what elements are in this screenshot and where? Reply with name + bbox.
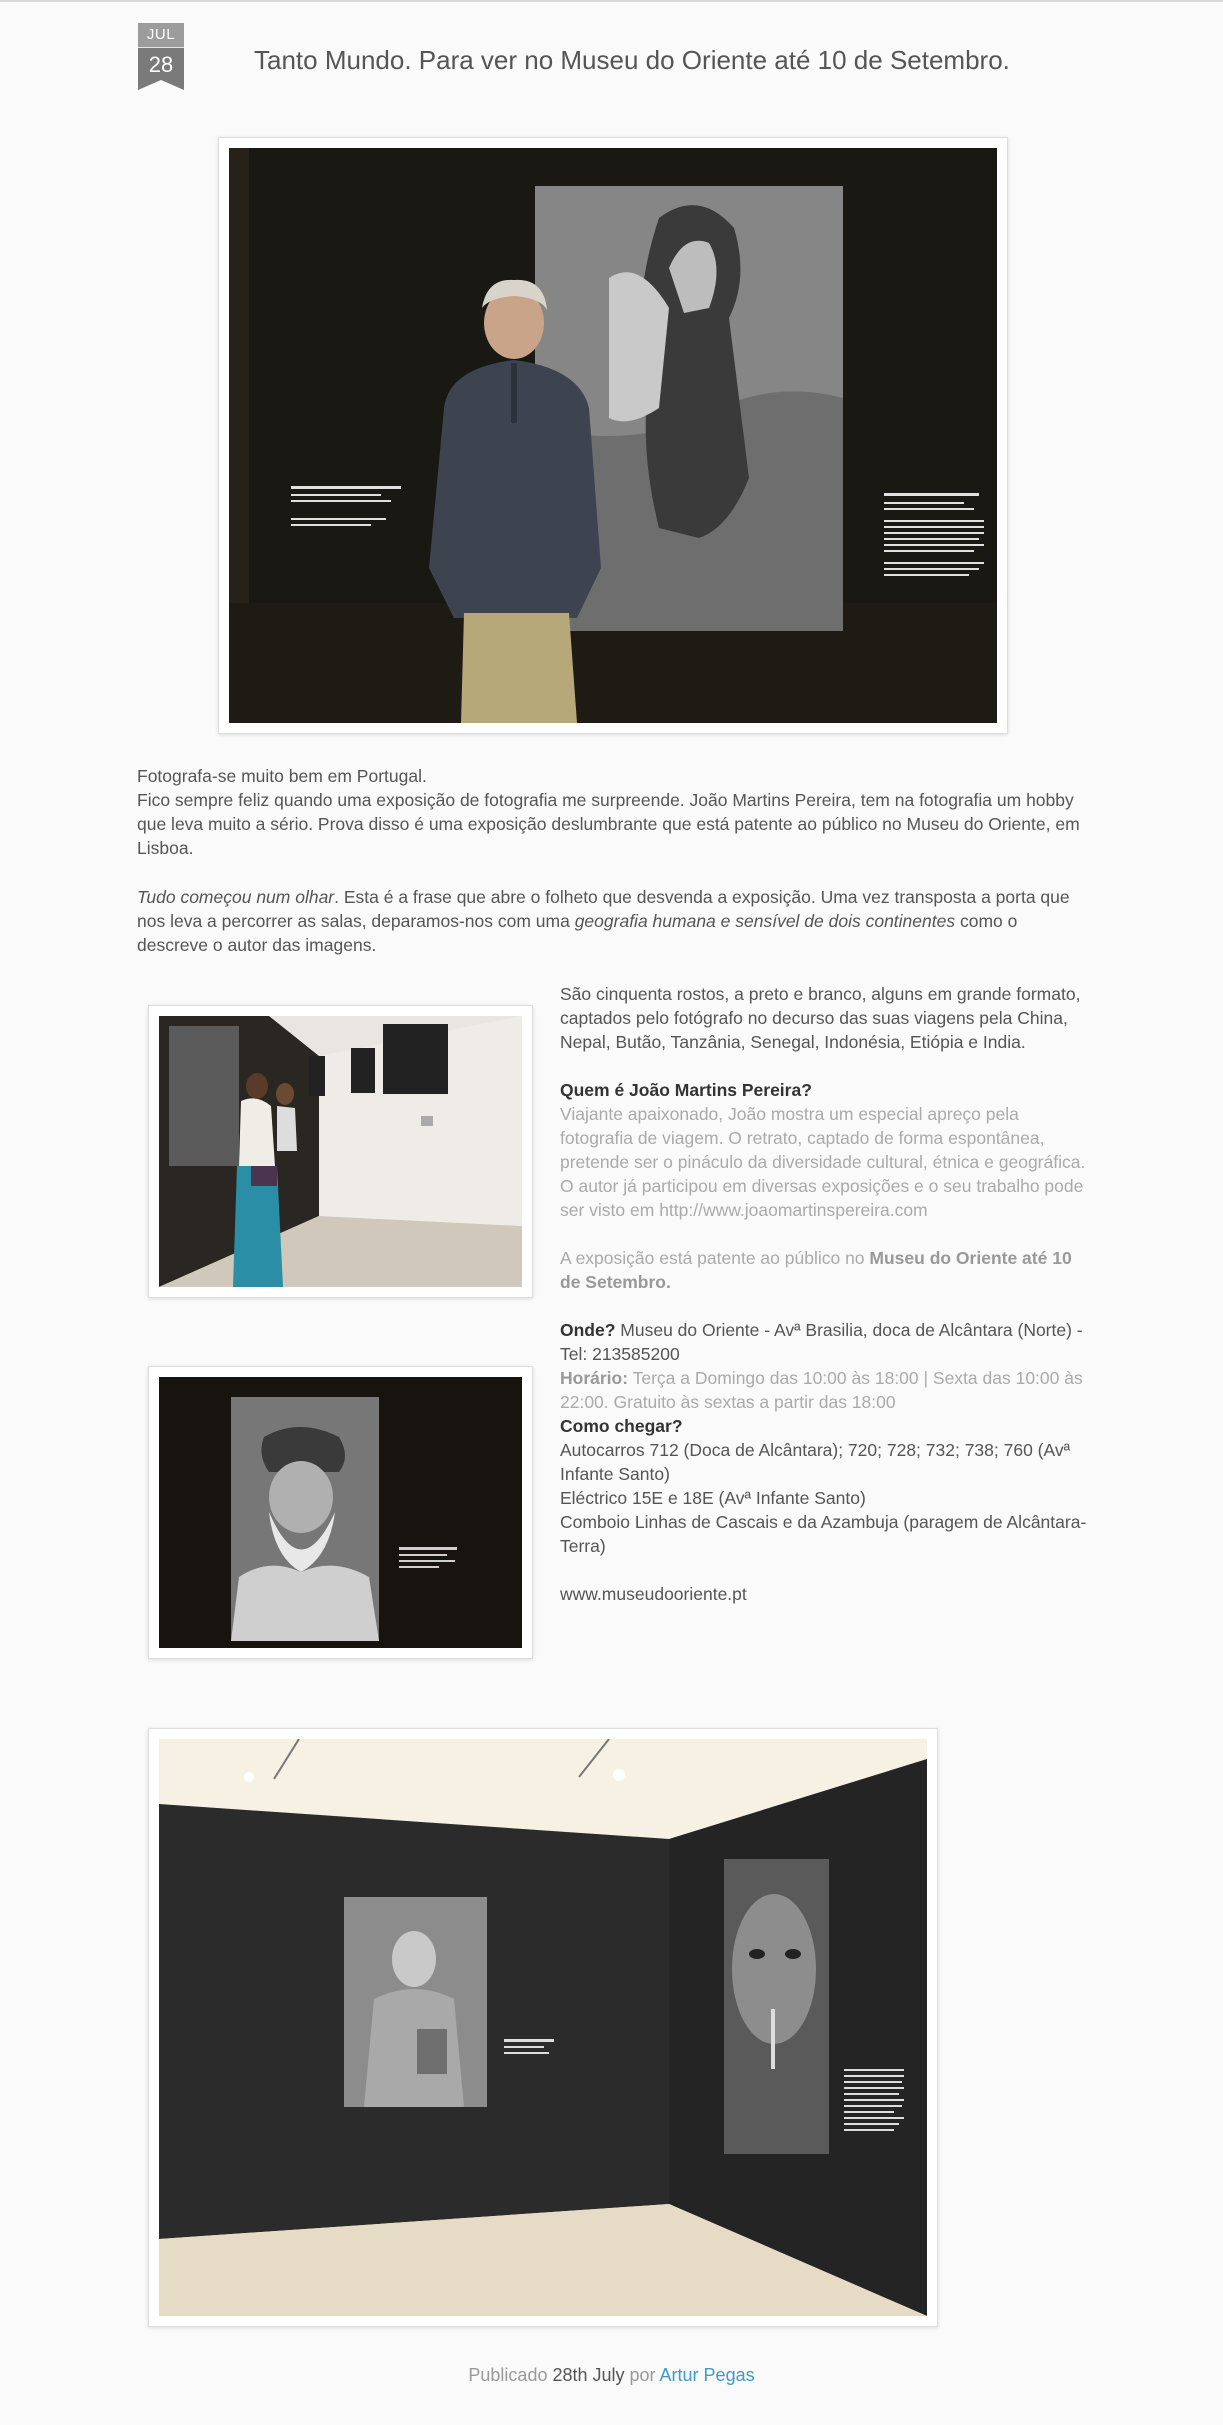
side-column <box>560 982 1090 1606</box>
footer-prefix: Publicado <box>468 2365 553 2385</box>
intro-line-2: Fico sempre feliz quando uma exposição de fotografia me surpreende. João Martins Pereira, tem na fotografia um hobby que leva muito a sério. Prova disso é uma exposição deslumbrante que está patente ao público no Museu do Oriente, em Lisboa. <box>137 790 1080 858</box>
date-ribbon <box>138 23 184 90</box>
quote-em: Tudo começou num olhar <box>137 887 335 907</box>
hours-label: Horário: <box>560 1368 629 1388</box>
who-text-2: O autor já participou em diversas exposições e o seu trabalho pode ser visto em http://www.joaomartinspereira.com <box>560 1176 1084 1220</box>
para2-text-1: . Esta é a frase que abre o folheto que desvenda a exposição. Uma vez transposta a porta que nos leva a percorrer as salas, deparamos-nos com uma <box>137 887 1070 931</box>
author-link[interactable]: Artur Pegas <box>659 2365 755 2385</box>
where-label: Onde? <box>560 1320 616 1340</box>
hero-photo-frame <box>218 137 1008 734</box>
date-day: 28 <box>138 47 184 80</box>
bus-text: Autocarros 712 (Doca de Alcântara); 720; 728; 732; 738; 760 (Avª Infante Santo) <box>560 1440 1071 1484</box>
exhibit-dates: Museu do Oriente até 10 de Setembro. <box>560 1248 1072 1292</box>
footer-date[interactable]: 28th July <box>552 2365 625 2385</box>
post-title[interactable]: Tanto Mundo. Para ver no Museu do Oriente até 10 de Setembro. <box>254 45 1010 75</box>
room-photo[interactable] <box>159 1739 927 2316</box>
post-footer <box>0 2365 1223 2386</box>
paragraph-2 <box>137 885 1082 957</box>
how-label: Como chegar? <box>560 1416 683 1436</box>
para2-text-2: como o descreve o autor das imagens. <box>137 911 1018 955</box>
train-text: Comboio Linhas de Cascais e da Azambuja (paragem de Alcântara-Terra) <box>560 1512 1087 1556</box>
gallery-photo-frame <box>148 1005 533 1298</box>
intro-text <box>137 764 1082 860</box>
hero-photo[interactable] <box>229 148 997 723</box>
geography-em: geografia humana e sensível de dois continentes <box>574 911 956 931</box>
intro-line-1: Fotografa-se muito bem em Portugal. <box>137 766 427 786</box>
who-text-1: Viajante apaixonado, João mostra um especial apreço pela fotografia de viagem. O retrato, captado de forma espontânea, pretende ser o pináculo da diversidade cultural, étnica e geográfica. <box>560 1104 1086 1172</box>
footer-by: por <box>624 2365 660 2385</box>
website-link[interactable]: www.museudooriente.pt <box>560 1584 747 1604</box>
faces-text: São cinquenta rostos, a preto e branco, alguns em grande formato, captados pelo fotógrafo no decurso das suas viagens pela China, Nepal, Butão, Tanzânia, Senegal, Indonésia, Etiópia e India. <box>560 984 1081 1052</box>
exhibit-prefix: A exposição está patente ao público no <box>560 1248 870 1268</box>
gallery-photo[interactable] <box>159 1016 522 1287</box>
hours-text: Terça a Domingo das 10:00 às 18:00 | Sexta das 10:00 às 22:00. Gratuito às sextas a partir das 18:00 <box>560 1368 1083 1412</box>
who-heading: Quem é João Martins Pereira? <box>560 1080 812 1100</box>
portrait-photo[interactable] <box>159 1377 522 1648</box>
top-divider <box>0 0 1223 2</box>
room-photo-frame <box>148 1728 938 2327</box>
where-text: Museu do Oriente - Avª Brasilia, doca de Alcântara (Norte) - Tel: 213585200 <box>560 1320 1083 1364</box>
portrait-photo-frame <box>148 1366 533 1659</box>
tram-text: Eléctrico 15E e 18E (Avª Infante Santo) <box>560 1488 866 1508</box>
date-month: JUL <box>138 23 184 47</box>
